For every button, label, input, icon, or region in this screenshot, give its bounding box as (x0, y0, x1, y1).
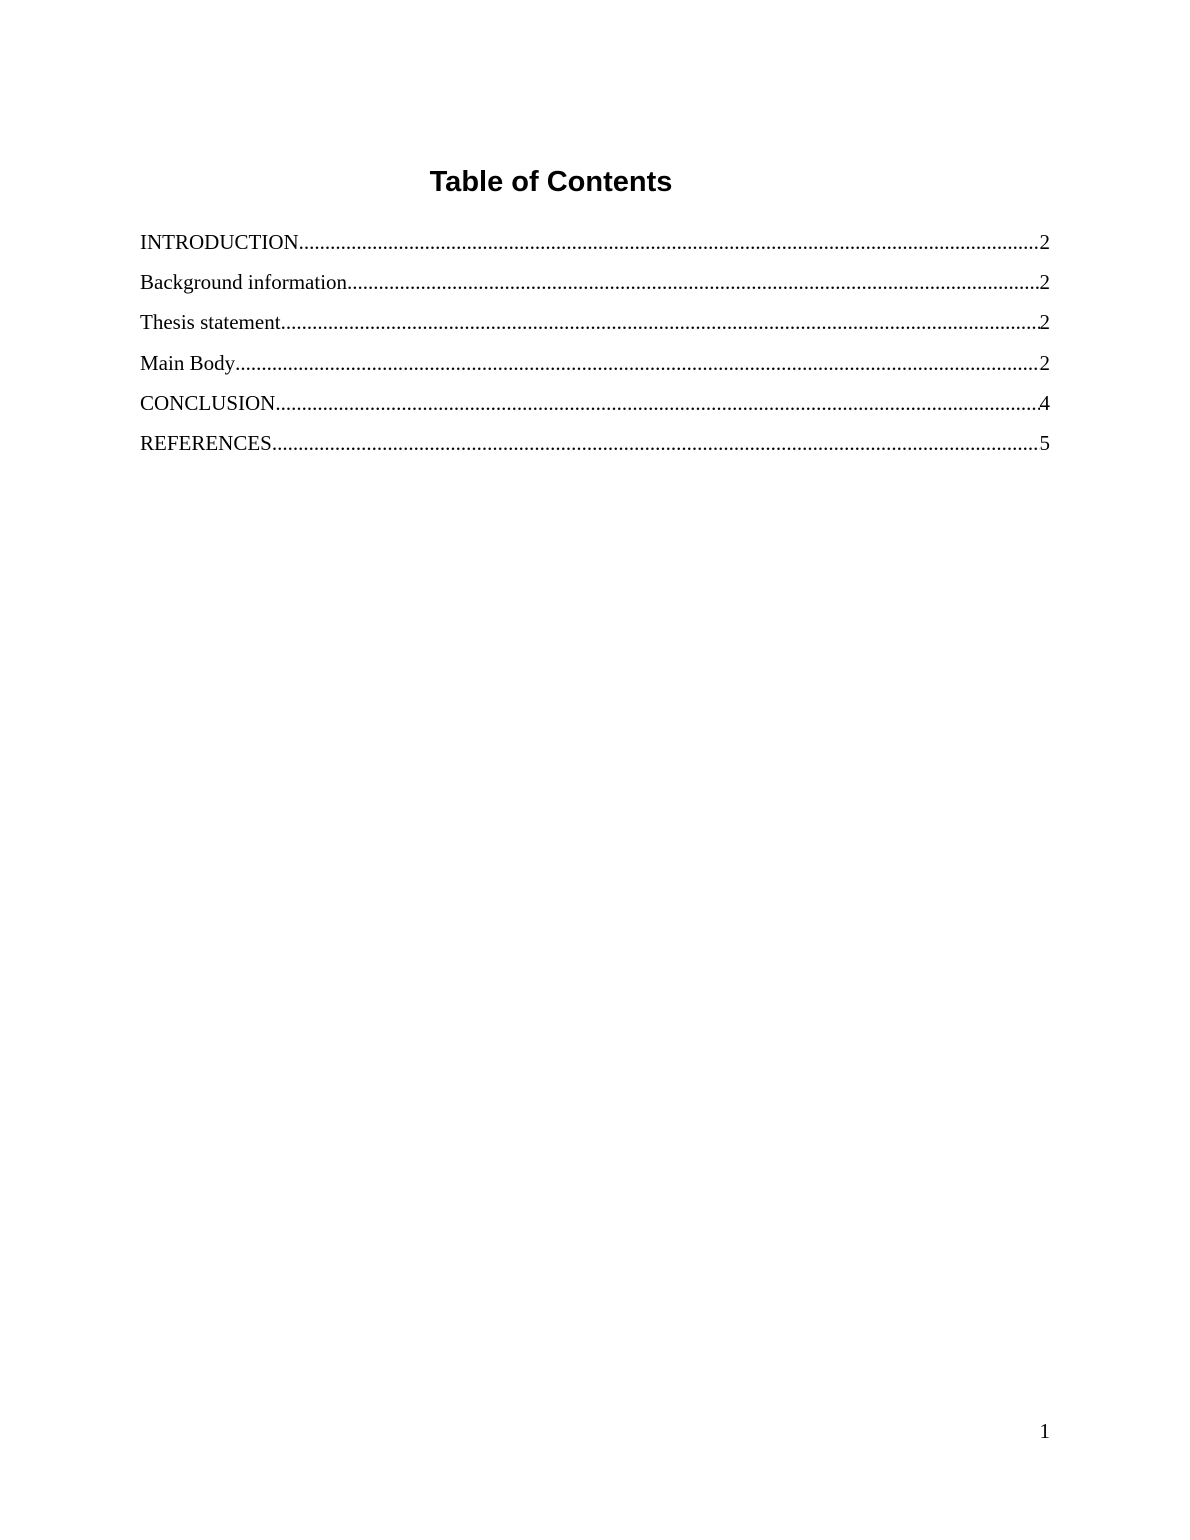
toc-entry-page: 4 (1039, 390, 1050, 415)
toc-entry-main-body[interactable] (140, 349, 1050, 389)
toc-entry-label: Thesis statement (140, 310, 281, 335)
toc-entry-thesis-statement[interactable] (140, 308, 1050, 348)
toc-dot-leader (299, 228, 1040, 256)
toc-entry-page: 5 (1039, 430, 1050, 455)
toc-entry-page: 2 (1039, 350, 1050, 375)
toc-entry-label: CONCLUSION (140, 390, 276, 415)
toc-list (140, 228, 1050, 469)
toc-entry-page: 2 (1039, 230, 1050, 254)
toc-dot-leader (272, 429, 1040, 457)
toc-entry-references[interactable] (140, 429, 1050, 469)
toc-entry-conclusion[interactable] (140, 389, 1050, 429)
toc-entry-introduction[interactable] (140, 228, 1050, 268)
page-number: 1 (1039, 1419, 1050, 1443)
toc-entry-page: 2 (1039, 270, 1050, 295)
toc-entry-label: INTRODUCTION (140, 230, 299, 254)
toc-entry-page: 2 (1039, 310, 1050, 335)
toc-dot-leader (281, 308, 1040, 336)
toc-entry-label: Background information (140, 270, 348, 295)
toc-entry-label: REFERENCES (140, 430, 272, 455)
toc-entry-label: Main Body (140, 350, 236, 375)
toc-dot-leader (235, 349, 1039, 377)
toc-dot-leader (275, 389, 1039, 417)
toc-title: Table of Contents (429, 166, 673, 198)
toc-entry-background-information[interactable] (140, 268, 1050, 308)
toc-dot-leader (347, 268, 1039, 296)
